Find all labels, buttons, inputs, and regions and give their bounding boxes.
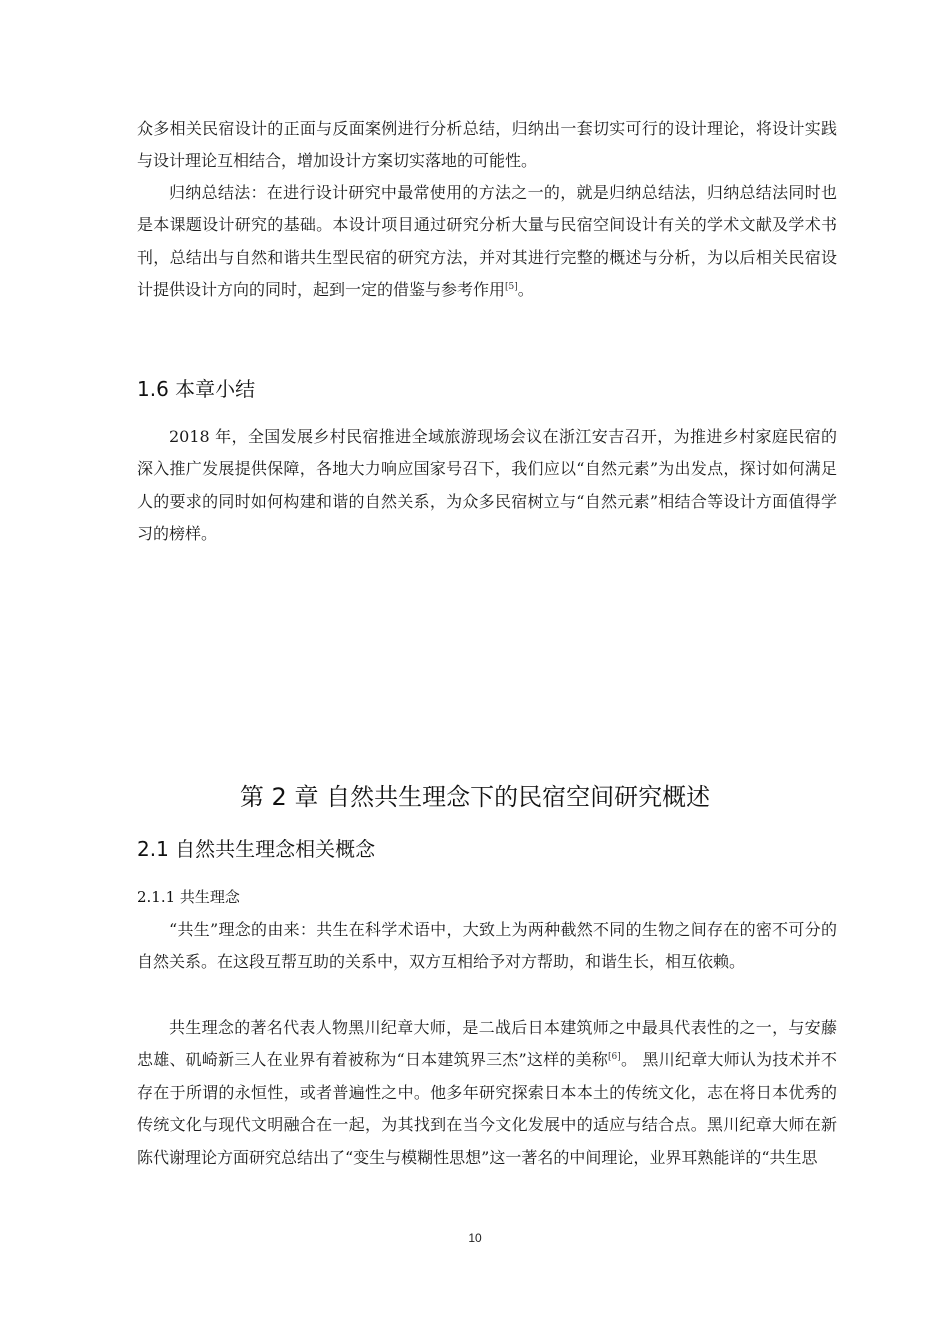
paragraph-inductive-method: 归纳总结法：在进行设计研究中最常使用的方法之一的，就是归纳总结法，归纳总结法同时也是本课题设计研究的基础。本设计项目通过研究分析大量与民宿空间设计有关的学术文献及学术书刊，总结出与自然和谐共生型民宿的研究方法，并对其进行完整的概述与分析，为以后相关民宿设计提供设计方向的同时，起到一定的借鉴与参考作用[5]。 (137, 183, 837, 300)
page-number: 10 (468, 1231, 482, 1245)
citation-5: [5] (505, 282, 518, 293)
paragraph-1-5-continued: 众多相关民宿设计的正面与反面案例进行分析总结，归纳出一套切实可行的设计理论，将设计实践与设计理论互相结合，增加设计方案切实落地的可能性。 (137, 119, 837, 171)
subsection-heading-2-1-1: 2.1.1 共生理念 (137, 888, 240, 906)
paragraph-kurokawa: 共生理念的著名代表人物黑川纪章大师，是二战后日本建筑师之中最具代表性的之一，与安藤忠雄、矶崎新三人在业界有着被称为“日本建筑界三杰”这样的美称[6]。 黑川纪章大师认为技术并不存在于所谓的永恒性，或者普遍性之中。他多年研究探索日本本土的传统文化，志在将日本优秀的传统文化与现代文明融合在一起，为其找到在当今文化发展中的适应与结合点。黑川纪章大师在新陈代谢理论方面研究总结出了“变生与模糊性思想”这一著名的中间理论，业界耳熟能详的“共生思 (137, 1018, 837, 1167)
chapter-2-title: 第 2 章 自然共生理念下的民宿空间研究概述 (239, 783, 711, 811)
section-heading-1-6: 1.6 本章小结 (137, 377, 256, 401)
citation-6: [6] (608, 1052, 621, 1063)
paragraph-1-6-summary: 2018 年，全国发展乡村民宿推进全域旅游现场会议在浙江安吉召开，为推进乡村家庭民宿的深入推广发展提供保障，各地大力响应国家号召下，我们应以“自然元素”为出发点，探讨如何满足人的要求的同时如何构建和谐的自然关系，为众多民宿树立与“自然元素”相结合等设计方面值得学习的榜样。 (137, 427, 837, 544)
paragraph-symbiosis-origin: “共生”理念的由来：共生在科学术语中，大致上为两种截然不同的生物之间存在的密不可分的自然关系。在这段互帮互助的关系中，双方互相给予对方帮助，和谐生长，相互依赖。 (137, 920, 837, 972)
section-heading-2-1: 2.1 自然共生理念相关概念 (137, 837, 376, 861)
